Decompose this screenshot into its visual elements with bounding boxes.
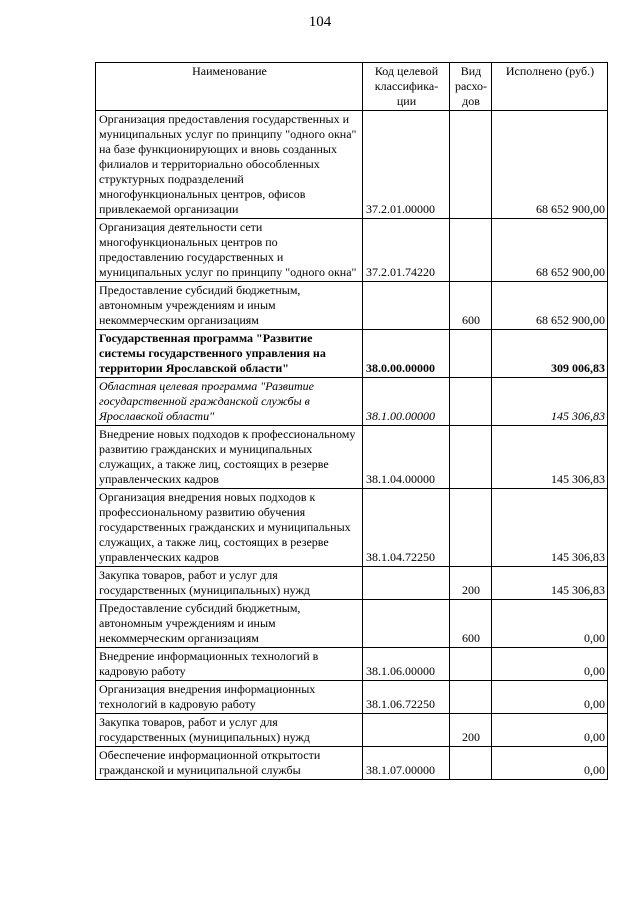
cell-type: [450, 648, 492, 681]
cell-type: 600: [450, 600, 492, 648]
cell-amount: 68 652 900,00: [492, 282, 608, 330]
header-type: Вид расхо-дов: [450, 63, 492, 111]
cell-code: 37.2.01.00000: [363, 111, 450, 219]
cell-name: Закупка товаров, работ и услуг для государственных (муниципальных) нужд: [96, 714, 363, 747]
cell-type: [450, 426, 492, 489]
cell-type: 200: [450, 567, 492, 600]
cell-code: 38.1.06.00000: [363, 648, 450, 681]
table-row: [96, 714, 608, 747]
cell-type: [450, 219, 492, 282]
table-row: [96, 426, 608, 489]
cell-amount: 145 306,83: [492, 426, 608, 489]
cell-type: [450, 330, 492, 378]
cell-code: [363, 567, 450, 600]
cell-type: [450, 681, 492, 714]
cell-name: Внедрение информационных технологий в кадровую работу: [96, 648, 363, 681]
table-row: [96, 378, 608, 426]
table-row: [96, 600, 608, 648]
cell-name: Организация деятельности сети многофункциональных центров по предоставлению государственных и муниципальных услуг по принципу "одного окна": [96, 219, 363, 282]
budget-table: [95, 62, 608, 780]
table-row: [96, 282, 608, 330]
table-row: [96, 681, 608, 714]
page-number: 104: [308, 14, 332, 30]
table-row: [96, 648, 608, 681]
cell-code: 38.1.00.00000: [363, 378, 450, 426]
cell-code: 38.1.06.72250: [363, 681, 450, 714]
cell-amount: 0,00: [492, 600, 608, 648]
cell-code: [363, 282, 450, 330]
cell-code: 38.1.04.00000: [363, 426, 450, 489]
cell-amount: 0,00: [492, 714, 608, 747]
cell-amount: 0,00: [492, 747, 608, 780]
cell-name: Организация предоставления государственных и муниципальных услуг по принципу "одного окна" на базе функционирующих и вновь созданных филиалов и территориально обособленных структурных подразделений многофункциональных центров, офисов привлекаемой организации: [96, 111, 363, 219]
table-row: [96, 489, 608, 567]
cell-type: 600: [450, 282, 492, 330]
cell-name: Обеспечение информационной открытости гражданской и муниципальной службы: [96, 747, 363, 780]
cell-code: 38.1.04.72250: [363, 489, 450, 567]
table-row: [96, 111, 608, 219]
cell-code: 38.0.00.00000: [363, 330, 450, 378]
cell-amount: 145 306,83: [492, 378, 608, 426]
header-amount: Исполнено (руб.): [492, 63, 608, 111]
cell-name: Государственная программа "Развитие системы государственного управления на территории Ярославской области": [96, 330, 363, 378]
cell-name: Закупка товаров, работ и услуг для государственных (муниципальных) нужд: [96, 567, 363, 600]
cell-type: [450, 378, 492, 426]
table-row: [96, 567, 608, 600]
cell-type: 200: [450, 714, 492, 747]
cell-name: Организация внедрения новых подходов к профессиональному развитию обучения государственных гражданских и муниципальных служащих, а также лиц, состоящих в резерве управленческих кадров: [96, 489, 363, 567]
cell-name: Организация внедрения информационных технологий в кадровую работу: [96, 681, 363, 714]
cell-name: Внедрение новых подходов к профессиональному развитию гражданских и муниципальных служащих, а также лиц, состоящих в резерве управленческих кадров: [96, 426, 363, 489]
cell-amount: 145 306,83: [492, 489, 608, 567]
cell-code: [363, 714, 450, 747]
header-row: [96, 63, 608, 111]
cell-type: [450, 747, 492, 780]
cell-amount: 0,00: [492, 648, 608, 681]
cell-name: Областная целевая программа "Развитие государственной гражданской службы в Ярославской области": [96, 378, 363, 426]
table-row: [96, 747, 608, 780]
cell-code: 38.1.07.00000: [363, 747, 450, 780]
cell-type: [450, 489, 492, 567]
cell-code: 37.2.01.74220: [363, 219, 450, 282]
header-code: Код целевой классифика-ции: [363, 63, 450, 111]
table-row: [96, 330, 608, 378]
cell-amount: 68 652 900,00: [492, 219, 608, 282]
cell-amount: 309 006,83: [492, 330, 608, 378]
cell-amount: 145 306,83: [492, 567, 608, 600]
cell-type: [450, 111, 492, 219]
cell-name: Предоставление субсидий бюджетным, автономным учреждениям и иным некоммерческим организациям: [96, 282, 363, 330]
cell-code: [363, 600, 450, 648]
table-body: [96, 111, 608, 780]
cell-amount: 0,00: [492, 681, 608, 714]
cell-amount: 68 652 900,00: [492, 111, 608, 219]
header-name: Наименование: [96, 63, 363, 111]
table-row: [96, 219, 608, 282]
cell-name: Предоставление субсидий бюджетным, автономным учреждениям и иным некоммерческим организациям: [96, 600, 363, 648]
